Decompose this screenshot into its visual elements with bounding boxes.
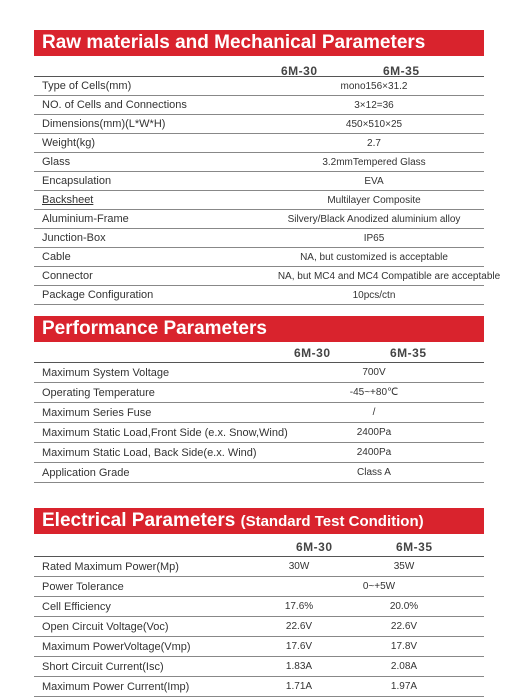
row-value: IP65: [363, 232, 385, 244]
row-label: Connector: [42, 270, 93, 282]
row-label: Maximum System Voltage: [42, 366, 170, 379]
row-value-6m35: 35W: [393, 561, 415, 572]
row-label: Maximum PowerVoltage(Vmp): [42, 640, 191, 653]
row-value-6m35: 1.97A: [390, 681, 418, 692]
row-label: Package Configuration: [42, 289, 154, 301]
row-value-6m30: 30W: [288, 561, 310, 572]
row-value: EVA: [364, 175, 384, 187]
row-label: NO. of Cells and Connections: [42, 99, 187, 111]
electrical-banner: [34, 508, 484, 534]
table-row: [34, 463, 484, 483]
row-value-6m30: 1.71A: [285, 681, 313, 692]
row-value-6m35: 20.0%: [389, 601, 419, 612]
row-label: Maximum Static Load, Back Side(e.x. Wind): [42, 446, 257, 459]
row-value: NA, but customized is acceptable: [300, 251, 448, 263]
row-label: Short Circuit Current(Isc): [42, 660, 164, 673]
row-value: NA, but MC4 and MC4 Compatible are acceptable: [277, 270, 501, 282]
table-row: [34, 172, 484, 191]
electrical-subtitle: (Standard Test Condition): [240, 513, 424, 530]
perf-col1-header: 6M-30: [294, 346, 331, 360]
row-label: Encapsulation: [42, 175, 112, 187]
row-label: Cell Efficiency: [42, 600, 111, 613]
electrical-section: [34, 508, 484, 700]
table-row: [34, 577, 484, 597]
performance-section: [34, 316, 484, 486]
row-value: Silvery/Black Anodized aluminium alloy: [287, 213, 461, 225]
row-value-6m35: 17.8V: [390, 641, 418, 652]
row-value: 10pcs/ctn: [352, 289, 396, 301]
elec-col2-header: 6M-35: [396, 540, 433, 554]
table-row: [34, 229, 484, 248]
row-value: 2400Pa: [356, 447, 392, 458]
performance-title: Performance Parameters: [42, 318, 267, 339]
row-label: Application Grade: [42, 466, 130, 479]
row-value-6m30: 1.83A: [285, 661, 313, 672]
row-value: /: [372, 407, 376, 418]
table-row: [34, 677, 484, 697]
table-row: [34, 383, 484, 403]
table-row: [34, 403, 484, 423]
row-value: Class A: [357, 467, 391, 478]
row-value: 0~+5W: [362, 581, 396, 592]
raw-table: [34, 76, 501, 305]
row-value-6m30: 22.6V: [285, 621, 313, 632]
row-label: Backsheet: [42, 194, 94, 206]
row-label: Maximum Power Current(Imp): [42, 680, 190, 693]
table-row: [34, 115, 484, 134]
table-row: [34, 77, 484, 96]
perf-column-header: [34, 346, 484, 362]
table-row: [34, 191, 484, 210]
row-value: Multilayer Composite: [327, 194, 421, 206]
row-value: 2400Pa: [356, 427, 392, 438]
elec-col1-header: 6M-30: [296, 540, 333, 554]
elec-column-header: [34, 540, 484, 556]
row-label: Junction-Box: [42, 232, 106, 244]
table-row: [34, 597, 484, 617]
electrical-title: Electrical Parameters: [42, 510, 236, 531]
row-label: Type of Cells(mm): [42, 80, 132, 92]
row-value: 2.7: [367, 137, 381, 149]
raw-materials-section: [34, 30, 501, 310]
row-value-6m30: 17.6V: [285, 641, 313, 652]
row-label: Maximum Series Fuse: [42, 406, 152, 419]
row-value: 3.2mmTempered Glass: [322, 156, 426, 168]
row-label: Aluminium-Frame: [42, 213, 129, 225]
table-row: [34, 443, 484, 463]
row-label: Glass: [42, 156, 71, 168]
table-row: [34, 617, 484, 637]
table-row: [34, 210, 484, 229]
table-row: [34, 363, 484, 383]
table-row: [34, 267, 501, 286]
raw-col1-header: 6M-30: [281, 64, 318, 78]
table-row: [34, 423, 484, 443]
row-value-6m30: 17.6%: [284, 601, 314, 612]
raw-materials-banner: [34, 30, 484, 56]
table-row: [34, 153, 484, 172]
table-row: [34, 248, 484, 267]
row-label: Rated Maximum Power(Mp): [42, 560, 179, 573]
row-label: Weight(kg): [42, 137, 95, 149]
row-value-6m35: 2.08A: [390, 661, 418, 672]
row-label: Cable: [42, 251, 71, 263]
row-value: -45~+80℃: [349, 387, 399, 398]
raw-col2-header: 6M-35: [383, 64, 420, 78]
row-value-6m35: 22.6V: [390, 621, 418, 632]
row-label: Dimensions(mm)(L*W*H): [42, 118, 166, 130]
row-label: Open Circuit Voltage(Voc): [42, 620, 169, 633]
row-label: Maximum Static Load,Front Side (e.x. Snow,Wind): [42, 426, 288, 439]
table-row: [34, 637, 484, 657]
raw-materials-title: Raw materials and Mechanical Parameters: [42, 32, 426, 53]
table-row: [34, 134, 484, 153]
row-label: Operating Temperature: [42, 386, 155, 399]
row-label: Power Tolerance: [42, 580, 124, 593]
table-row: [34, 657, 484, 677]
row-value: 450×510×25: [345, 118, 403, 130]
electrical-table: [34, 556, 484, 697]
row-value: 3×12=36: [354, 99, 394, 111]
performance-banner: [34, 316, 484, 342]
table-row: [34, 96, 484, 115]
perf-col2-header: 6M-35: [390, 346, 427, 360]
performance-table: [34, 362, 484, 483]
row-value: mono156×31.2: [340, 80, 408, 92]
table-row: [34, 286, 484, 305]
table-row: [34, 557, 484, 577]
row-value: 700V: [362, 367, 386, 378]
